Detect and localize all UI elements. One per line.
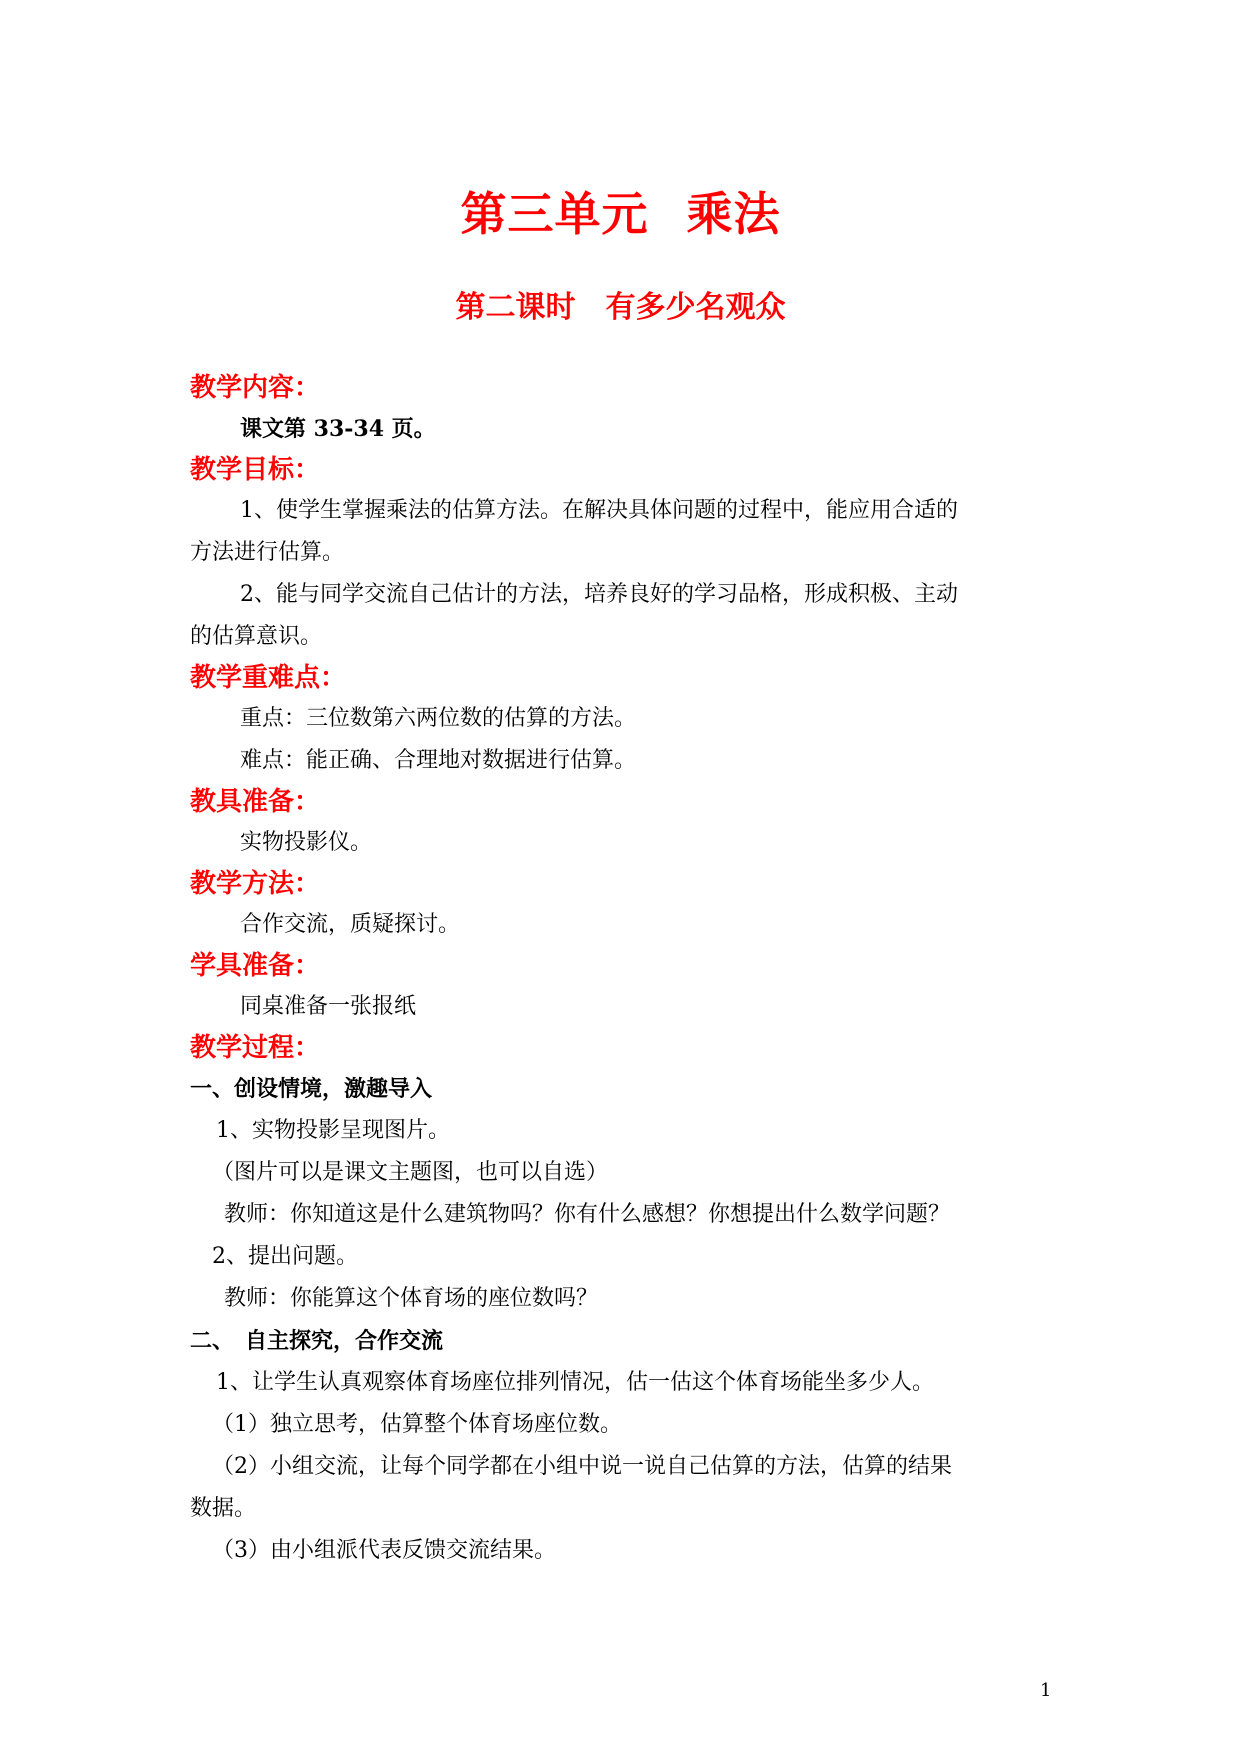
goal1-line2: 方法进行估算。 <box>190 540 345 565</box>
content-text: 课文第 33-34 页。 <box>240 416 436 442</box>
lesson-plan-body <box>190 368 1060 1572</box>
process-p2-4: （3）由小组派代表反馈交流结果。 <box>212 1538 556 1563</box>
tools-heading: 教具准备： <box>190 787 321 817</box>
method-heading: 教学方法： <box>190 869 321 899</box>
key-heading: 教学重难点： <box>190 663 347 693</box>
part2-title: 二、 自主探究，合作交流 <box>190 1328 444 1354</box>
page-number: 1 <box>1040 1680 1052 1701</box>
process-p1-3: 教师：你知道这是什么建筑物吗？你有什么感想？你想提出什么数学问题？ <box>224 1202 951 1227</box>
goal2-line2: 的估算意识。 <box>190 624 323 649</box>
tools-text: 实物投影仪。 <box>240 830 373 855</box>
method-text: 合作交流，质疑探讨。 <box>240 912 461 937</box>
unit-title-part2: 乘法 <box>686 187 781 241</box>
student-tools-text: 同桌准备一张报纸 <box>240 994 417 1019</box>
process-p1-2: （图片可以是课文主题图，也可以自选） <box>212 1160 609 1185</box>
goal2-line1: 2、能与同学交流自己估计的方法，培养良好的学习品格，形成积极、主动 <box>240 582 958 607</box>
student-tools-heading: 学具准备： <box>190 951 321 981</box>
content-heading: 教学内容： <box>190 373 321 403</box>
goals-heading: 教学目标： <box>190 455 321 485</box>
lesson-subtitle-part2: 有多少名观众 <box>605 290 786 325</box>
difficult-point: 难点：能正确、合理地对数据进行估算。 <box>240 748 637 773</box>
unit-title <box>0 178 1241 244</box>
lesson-subtitle-part1: 第二课时 <box>455 290 576 325</box>
part1-title: 一、创设情境，激趣导入 <box>190 1076 433 1102</box>
goal1-line1: 1、使学生掌握乘法的估算方法。在解决具体问题的过程中，能应用合适的 <box>240 498 958 523</box>
process-p2-2: （1）独立思考，估算整个体育场座位数。 <box>212 1412 622 1437</box>
process-p2-3-line1: （2）小组交流，让每个同学都在小组中说一说自己估算的方法，估算的结果 <box>212 1454 952 1479</box>
process-p1-1: 1、实物投影呈现图片。 <box>216 1118 450 1143</box>
key-point: 重点：三位数第六两位数的估算的方法。 <box>240 706 637 731</box>
process-p1-4: 2、提出问题。 <box>212 1244 358 1269</box>
process-heading: 教学过程： <box>190 1033 321 1063</box>
process-p2-1: 1、让学生认真观察体育场座位排列情况，估一估这个体育场能坐多少人。 <box>216 1370 934 1395</box>
lesson-subtitle <box>0 282 1241 326</box>
unit-title-part1: 第三单元 <box>460 187 649 241</box>
process-p1-5: 教师：你能算这个体育场的座位数吗？ <box>224 1286 599 1311</box>
process-p2-3-line2: 数据。 <box>190 1496 257 1521</box>
